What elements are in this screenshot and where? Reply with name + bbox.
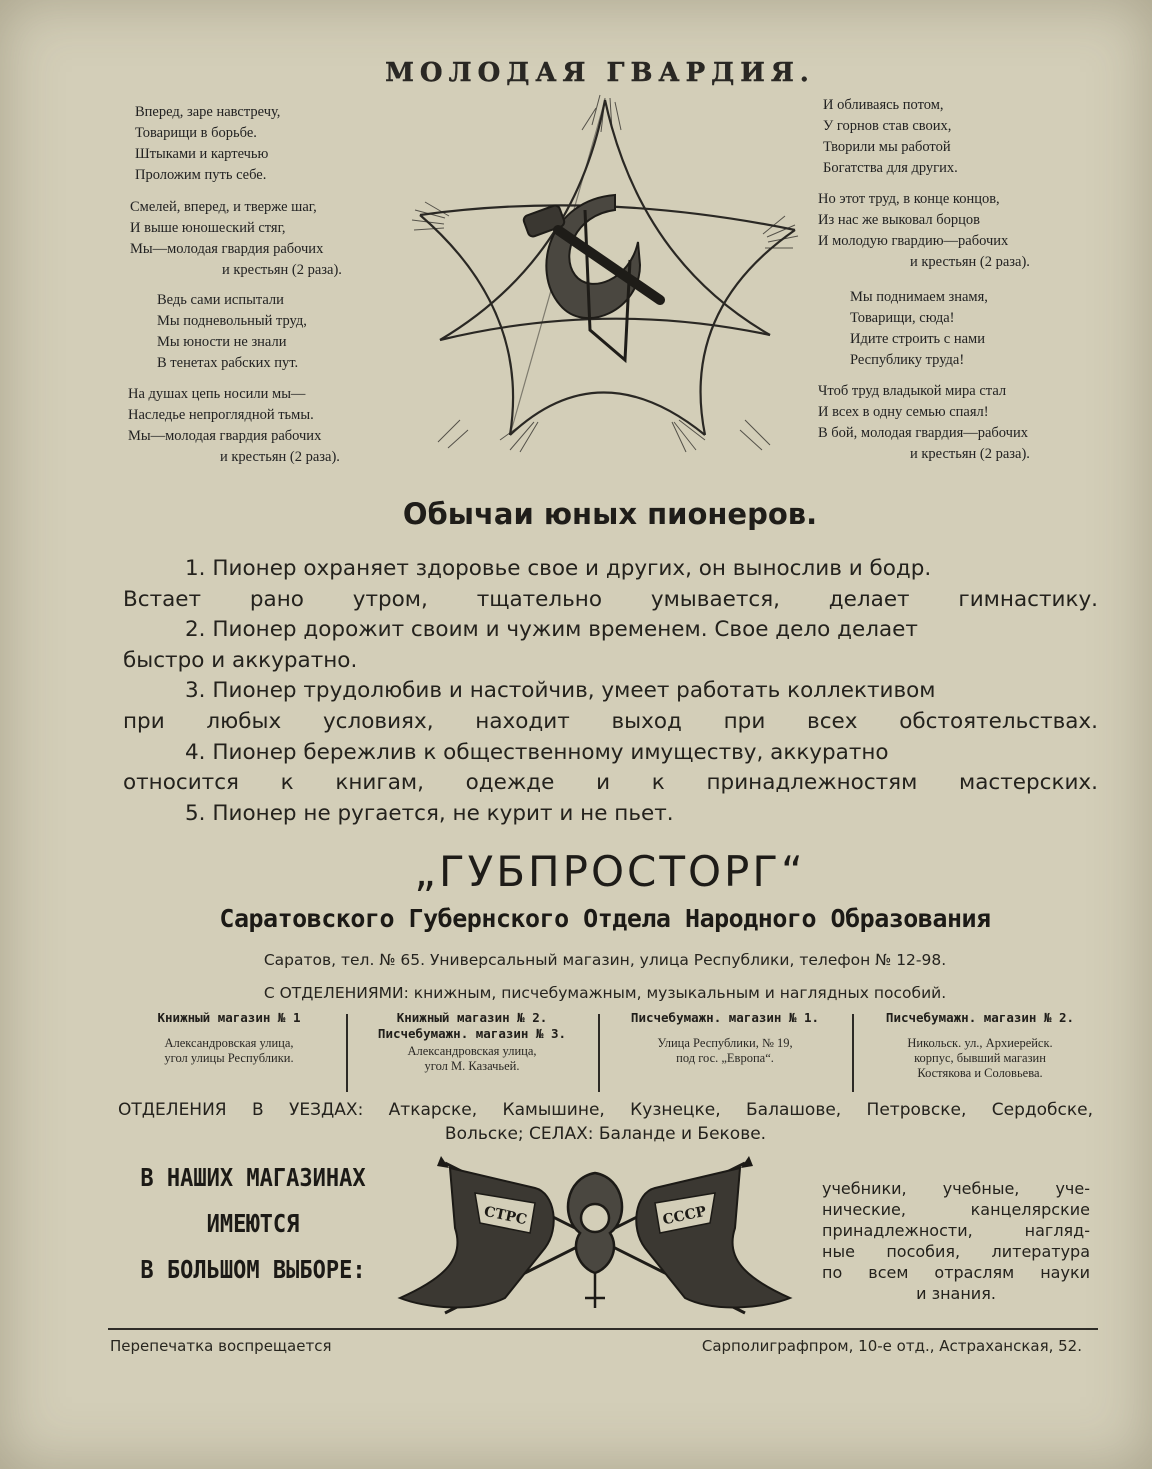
divider	[852, 1014, 854, 1092]
verse-line: Товарищи в борьбе.	[135, 125, 257, 141]
shop-name: Писчебумажн. магазин № 3.	[377, 1026, 567, 1041]
right-stanza-4	[818, 381, 1030, 465]
verse-line: В тенетах рабских пут.	[157, 355, 299, 371]
district-branches-line: Вольске; СЕЛАХ: Баланде и Бекове.	[444, 1124, 767, 1144]
shop-address	[606, 1036, 844, 1066]
verse-line: и крестьян (2 раза).	[910, 254, 1030, 270]
verse-line: И всех в одну семью спаял!	[818, 404, 989, 420]
custom-line: относится к книгам, одежде и к принадлежностям мастерских.	[123, 770, 1098, 796]
shop-3	[606, 1010, 844, 1092]
shop-address	[354, 1044, 590, 1074]
verse-line: Штыками и картечью	[135, 146, 269, 162]
right-stanza-2	[818, 189, 1030, 273]
verse-line: Смелей, вперед, и тверже шаг,	[130, 199, 317, 215]
shop-address	[118, 1036, 340, 1066]
custom-line: 2. Пионер дорожит своим и чужим временем. Свое дело делает	[185, 617, 918, 643]
slogan-line: В БОЛЬШОМ ВЫБОРЕ:	[140, 1256, 366, 1285]
verse-line: Республику труда!	[850, 352, 965, 368]
district-branches	[118, 1098, 1093, 1146]
shop-address-line: Костякова и Соловьева.	[917, 1066, 1043, 1080]
customs-list	[123, 554, 1098, 829]
product-line: принадлежности, нагляд-	[822, 1221, 1090, 1240]
custom-line: 4. Пионер бережлив к общественному имуществу, аккуратно	[185, 739, 889, 765]
ad-slogan	[118, 1156, 388, 1294]
slogan-line: ИМЕЮТСЯ	[206, 1210, 300, 1239]
verse-line: Мы поднимаем знамя,	[850, 289, 988, 305]
brand-name: „ГУБПРОСТОРГ“	[414, 847, 806, 896]
shop-address-line: под гос. „Европа“.	[676, 1051, 774, 1065]
verse-line: и крестьян (2 раза).	[910, 446, 1030, 462]
shop-name: Писчебумажн. магазин № 2.	[885, 1010, 1075, 1025]
left-stanza-3	[157, 290, 307, 374]
verse-line: Наследье непроглядной тьмы.	[128, 407, 314, 423]
verse-line: Мы—молодая гвардия рабочих	[130, 241, 324, 257]
product-line: нические, канцелярские	[822, 1200, 1090, 1219]
divider	[346, 1014, 348, 1092]
slogan-line: В НАШИХ МАГАЗИНАХ	[140, 1164, 366, 1193]
banner-left-text: СТРС	[482, 1203, 529, 1229]
crossed-banners-emblem	[385, 1148, 805, 1318]
verse-line: Богатства для других.	[823, 160, 958, 176]
district-branches-line: ОТДЕЛЕНИЯ В УЕЗДАХ: Аткарске, Камышине, Кузнецке, Балашове, Петровске, Сердобске,	[118, 1100, 1093, 1120]
right-stanza-3	[850, 287, 988, 371]
shop-1	[118, 1010, 340, 1092]
verse-line: Товарищи, сюда!	[850, 310, 955, 326]
divider	[598, 1014, 600, 1092]
footer-printer-info: Сарполиграфпром, 10-е отд., Астраханская, 52.	[701, 1337, 1082, 1355]
product-line: ные пособия, литература	[822, 1242, 1090, 1261]
shop-address-line: угол улицы Республики.	[164, 1051, 294, 1065]
shop-4	[860, 1010, 1100, 1092]
verse-line: и крестьян (2 раза).	[220, 449, 340, 465]
verse-line: и крестьян (2 раза).	[222, 262, 342, 278]
left-stanza-2	[130, 197, 342, 281]
organization-name: Саратовского Губернского Отдела Народного Образования	[219, 904, 991, 933]
footer-rule	[108, 1328, 1098, 1330]
shop-address-line: корпус, бывший магазин	[914, 1051, 1046, 1065]
product-line: учебники, учебные, уче-	[822, 1179, 1090, 1198]
product-line: и знания.	[916, 1284, 996, 1303]
branches-line: С ОТДЕЛЕНИЯМИ: книжным, писчебумажным, музыкальным и наглядных пособий.	[263, 984, 947, 1002]
left-stanza-1	[135, 102, 280, 186]
poem-title: МОЛОДАЯ ГВАРДИЯ.	[385, 58, 815, 88]
verse-line: Мы—молодая гвардия рабочих	[128, 428, 322, 444]
star-hammer-sickle-emblem	[400, 90, 810, 470]
verse-line: На душах цепь носили мы—	[128, 386, 306, 402]
verse-line: Проложим путь себе.	[135, 167, 267, 183]
shop-name: Книжный магазин № 1	[157, 1010, 301, 1025]
verse-line: Творили мы работой	[823, 139, 951, 155]
shop-address-line: Александровская улица,	[164, 1036, 294, 1050]
custom-line: 5. Пионер не ругается, не курит и не пьет.	[185, 800, 674, 826]
custom-line: 3. Пионер трудолюбив и настойчив, умеет работать коллективом	[185, 678, 936, 704]
shop-list	[118, 1010, 1103, 1092]
verse-line: И выше юношеский стяг,	[130, 220, 286, 236]
banner-right-text: СССР	[661, 1203, 708, 1229]
shop-address	[860, 1036, 1100, 1081]
verse-line: Вперед, заре навстречу,	[135, 104, 281, 120]
shop-address-line: Никольск. ул., Архиерейск.	[907, 1036, 1053, 1050]
verse-line: Чтоб труд владыкой мира стал	[818, 383, 1007, 399]
custom-line: Встает рано утром, тщательно умывается, делает гимнастику.	[123, 586, 1098, 612]
verse-line: Из нас же выковал борцов	[818, 212, 980, 228]
verse-line: Ведь сами испытали	[157, 292, 284, 308]
shop-address-line: угол М. Казачьей.	[424, 1059, 520, 1073]
ad-products	[822, 1178, 1090, 1304]
custom-line: 1. Пионер охраняет здоровье свое и других, он вынослив и бодр.	[185, 556, 932, 581]
verse-line: Мы подневольный труд,	[157, 313, 307, 329]
right-stanza-1	[823, 95, 958, 179]
footer-copyright-note: Перепечатка воспрещается	[110, 1337, 332, 1355]
customs-title: Обычаи юных пионеров.	[402, 497, 818, 531]
verse-line: Но этот труд, в конце концов,	[818, 191, 1000, 207]
shop-name: Книжный магазин № 2.	[396, 1010, 548, 1025]
custom-line: быстро и аккуратно.	[123, 647, 358, 673]
verse-line: Идите строить с нами	[850, 331, 985, 347]
address-line: Саратов, тел. № 65. Универсальный магазин, улица Республики, телефон № 12-98.	[263, 951, 947, 969]
shop-2	[354, 1010, 590, 1092]
verse-line: И молодую гвардию—рабочих	[818, 233, 1009, 249]
shop-name: Писчебумажн. магазин № 1.	[630, 1010, 820, 1025]
verse-line: Мы юности не знали	[157, 334, 287, 350]
verse-line: У горнов став своих,	[823, 118, 952, 134]
custom-line: при любых условиях, находит выход при всех обстоятельствах.	[123, 708, 1098, 734]
verse-line: В бой, молодая гвардия—рабочих	[818, 425, 1028, 441]
left-stanza-4	[128, 384, 340, 468]
shop-address-line: Александровская улица,	[407, 1044, 537, 1058]
product-line: по всем отраслям науки	[822, 1263, 1090, 1282]
shop-address-line: Улица Республики, № 19,	[657, 1036, 793, 1050]
verse-line: И обливаясь потом,	[823, 97, 944, 113]
